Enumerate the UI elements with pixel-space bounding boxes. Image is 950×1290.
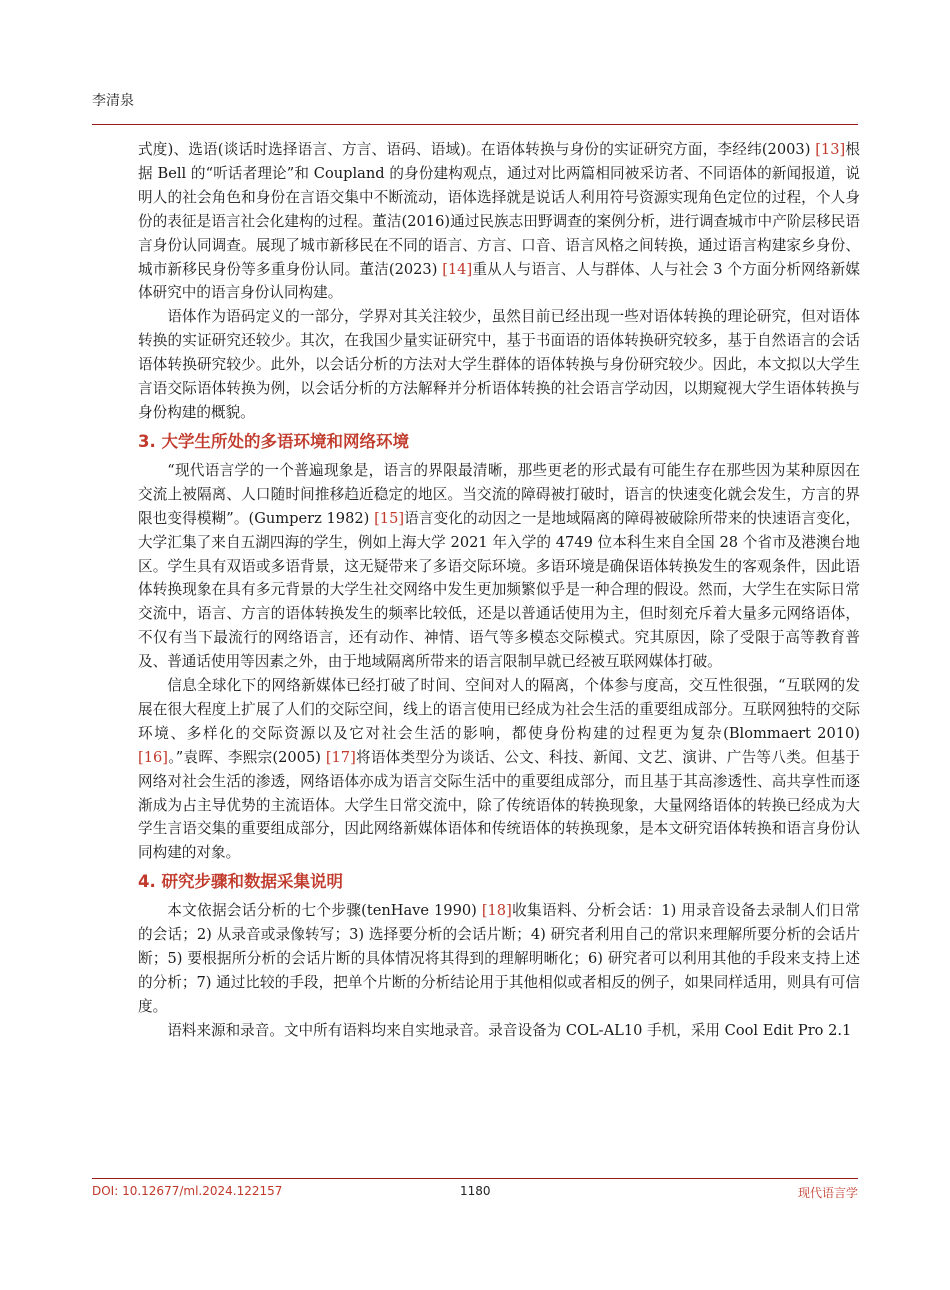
citation-link[interactable]: [18] (481, 902, 512, 920)
text-run: 收集语料、分析会话：1) 用录音设备去录制人们日常的会话；2) 从录音或录像转写；3) 选择要分析的会话片断；4) 研究者利用自己的常识来理解所要分析的会话片断；5) 要根据所分析的会话片断的具体情况将其得到的理解明晰化；6) 研究者可以利用其他的手段来支持上述的分析；7) 通过比较的手段，把单个片断的分析结论用于其他相似或者相反的例子，如果同样适用，则具有可信度。 (138, 902, 860, 1015)
paragraph-1 (138, 138, 860, 305)
citation-link[interactable]: [17] (325, 748, 356, 766)
section-heading-3: 3. 大学生所处的多语环境和网络环境 (138, 431, 409, 451)
running-header-author: 李清泉 (92, 93, 134, 109)
text-run: 本文依据会话分析的七个步骤(tenHave 1990) (167, 902, 482, 920)
article-body (138, 138, 860, 1043)
paragraph-6: 语料来源和录音。文中所有语料均来自实地录音。录音设备为 COL-AL10 手机，采用 Cool Edit Pro 2.1 (167, 1021, 852, 1039)
citation-link[interactable]: [13] (815, 141, 846, 158)
text-run: 将语体类型分为谈话、公文、科技、新闻、文艺、演讲、广告等八类。但基于网络对社会生活的渗透，网络语体亦成为语言交际生活中的重要组成部分，而且基于其高渗透性、高共享性而逐渐成为占主导优势的主流语体。大学生日常交流中，除了传统语体的转换现象，大量网络语体的转换已经成为大学生言语交集的重要组成部分，因此网络新媒体语体和传统语体的转换现象，是本文研究语体转换和语言身份认同构建的对象。 (138, 748, 860, 862)
footer-divider (92, 1178, 858, 1179)
footer-doi[interactable]: DOI: 10.12677/ml.2024.122157 (92, 1184, 283, 1198)
paragraph-4 (138, 674, 860, 865)
paragraph-5 (138, 899, 860, 1019)
text-run: “现代语言学的一个普遍现象是，语言的界限最清晰，那些更老的形式最有可能生存在那些因为某种原因在交流上被隔离、人口随时间推移趋近稳定的地区。当交流的障碍被打破时，语言的快速变化就会发生，方言的界限也变得模糊”。(Gumperz 1982) (138, 461, 860, 527)
text-run: 语言变化的动因之一是地域隔离的障碍被破除所带来的快速语言变化，大学汇集了来自五湖四海的学生，例如上海大学 2021 年入学的 4749 位本科生来自全国 28 个省市及港澳台地区。学生具有双语或多语背景，这无疑带来了多语交际环境。多语环境是确保语体转换发生的客观条件，因此语体转换现象在具有多元背景的大学生社交网络中发生更加频繁似乎是一种合理的假设。然而，大学生在实际日常交流中，语言、方言的语体转换发生的频率比较低，还是以普通话使用为主，但时刻充斥着大量多元网络语体，不仅有当下最流行的网络语言，还有动作、神情、语气等多模态交际模式。究其原因，除了受限于高等教育普及、普通话使用等因素之外，由于地域隔离所带来的语言限制早就已经被互联网媒体打破。 (138, 509, 860, 671)
text-run: 。”袁晖、李熙宗(2005) (167, 748, 326, 766)
citation-link[interactable]: [14] (442, 260, 473, 278)
section-heading-4: 4. 研究步骤和数据采集说明 (138, 872, 343, 892)
citation-link[interactable]: [16] (138, 748, 168, 766)
citation-link[interactable]: [15] (374, 509, 405, 527)
footer-journal-name: 现代语言学 (797, 1186, 858, 1200)
text-run: 式度)、选语(谈话时选择语言、方言、语码、语域)。在语体转换与身份的实证研究方面，李经纬(2003) (138, 141, 816, 158)
footer-page-number: 1180 (460, 1184, 491, 1198)
header-divider (92, 124, 858, 125)
text-run: 信息全球化下的网络新媒体已经打破了时间、空间对人的隔离，个体参与度高，交互性很强，“互联网的发展在很大程度上扩展了人们的交际空间，线上的语言使用已经成为社会生活的重要组成部分。互联网独特的交际环境、多样化的交际资源以及它对社会生活的影响，都使身份构建的过程更为复杂(Blommaert 2010) (138, 677, 860, 742)
text-run: 重从人与语言、人与群体、人与社会 3 个方面分析网络新媒体研究中的语言身份认同构建。 (138, 260, 860, 302)
paragraph-3 (138, 459, 860, 674)
text-run: 根据 Bell 的“听话者理论”和 Coupland 的身份建构观点，通过对比两篇相同被采访者、不同语体的新闻报道，说明人的社会角色和身份在言语交集中不断流动，语体选择就是说话人利用符号资源实现角色定位的过程，个人身份的表征是语言社会化建构的过程。董洁(2016)通过民族志田野调查的案例分析，进行调查城市中产阶层移民语言身份认同调查。展现了城市新移民在不同的语言、方言、口音、语言风格之间转换，通过语言构建家乡身份、城市新移民身份等多重身份认同。董洁(2023) (138, 141, 860, 278)
paragraph-2: 语体作为语码定义的一部分，学界对其关注较少，虽然目前已经出现一些对语体转换的理论研究，但对语体转换的实证研究还较少。其次，在我国少量实证研究中，基于书面语的语体转换研究较多，基于自然语言的会话语体转换研究较少。此外，以会话分析的方法对大学生群体的语体转换与身份研究较少。因此，本文拟以大学生言语交际语体转换为例，以会话分析的方法解释并分析语体转换的社会语言学动因，以期窥视大学生语体转换与身份构建的概貌。 (138, 308, 860, 421)
